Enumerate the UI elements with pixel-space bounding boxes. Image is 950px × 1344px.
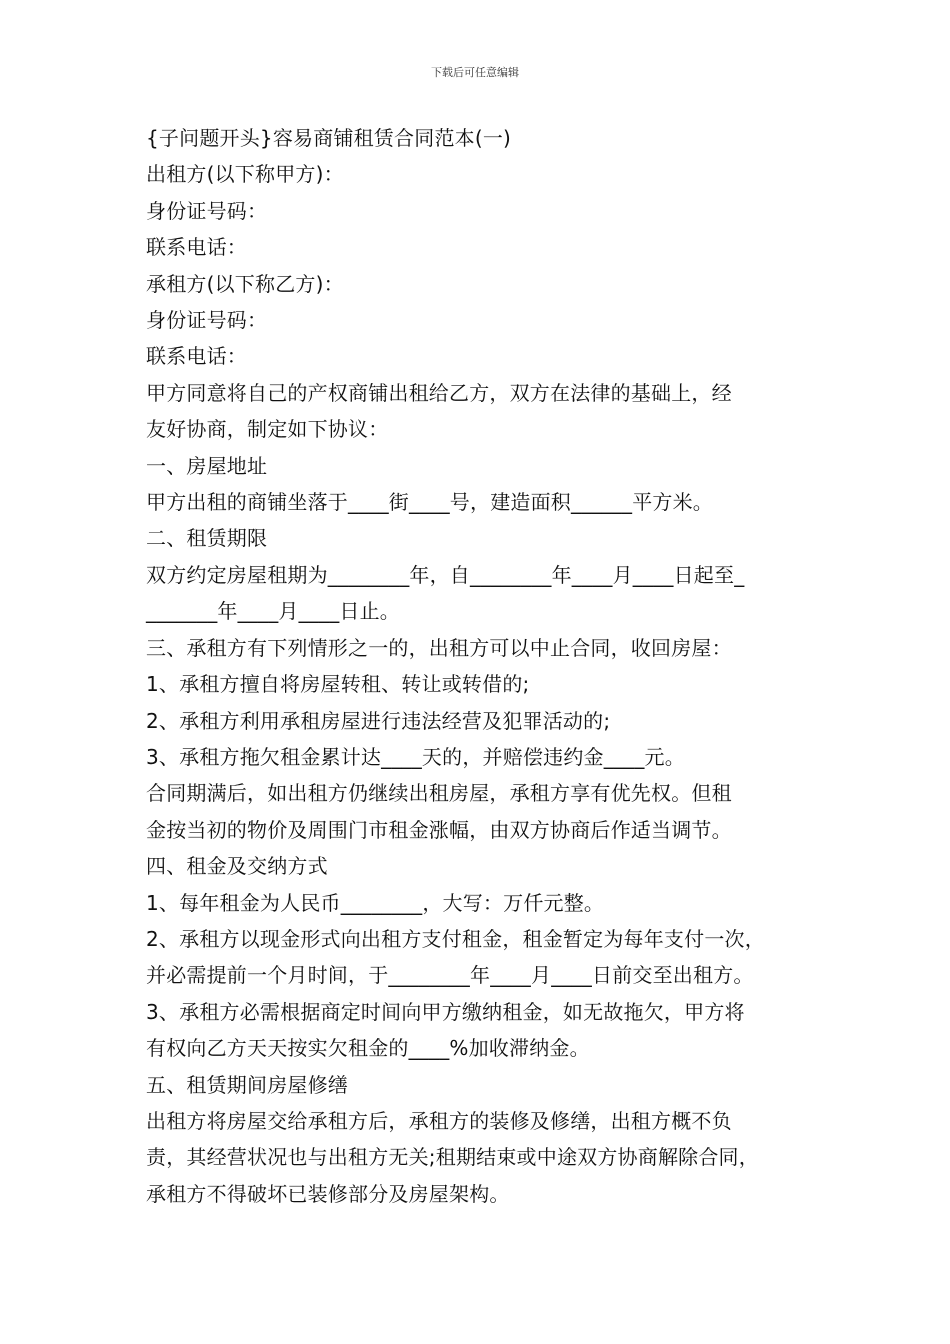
section-3-heading: 三、承租方有下列情形之一的，出租方可以中止合同，收回房屋：	[146, 635, 732, 660]
lessor-id-label: 身份证号码：	[146, 198, 268, 223]
lessee-phone-label: 联系电话：	[146, 344, 247, 369]
lessor-label: 出租方(以下称甲方)：	[146, 162, 344, 187]
section-3-item-1: 1、承租方擅自将房屋转租、转让或转借的;	[146, 672, 530, 697]
lessee-id-label: 身份证号码：	[146, 308, 268, 333]
section-2-text-line-2: _______年____月____日止。	[146, 599, 400, 624]
section-3-item-2: 2、承租方利用承租房屋进行违法经营及犯罪活动的;	[146, 708, 611, 733]
agreement-intro-line-1: 甲方同意将自己的产权商铺出租给乙方，双方在法律的基础上，经	[146, 380, 732, 405]
section-1-heading: 一、房屋地址	[146, 453, 268, 478]
section-3-note-line-1: 合同期满后，如出租方仍继续出租房屋，承租方享有优先权。但租	[146, 781, 732, 806]
section-2-text-line-1: 双方约定房屋租期为________年，自________年____月____日起至_	[146, 562, 745, 587]
section-5-heading: 五、租赁期间房屋修缮	[146, 1072, 348, 1097]
section-2-heading: 二、租赁期限	[146, 526, 268, 551]
section-3-note-line-2: 金按当初的物价及周围门市租金涨幅，由双方协商后作适当调节。	[146, 817, 732, 842]
document-title: {子问题开头}容易商铺租赁合同范本(一)	[146, 126, 512, 150]
section-4-item-2-line-1: 2、承租方以现金形式向出租方支付租金，租金暂定为每年支付一次，	[146, 926, 765, 951]
section-4-item-2-line-2: 并必需提前一个月时间，于________年____月____日前交至出租方。	[146, 963, 754, 988]
lessee-label: 承租方(以下称乙方)：	[146, 271, 344, 296]
agreement-intro-line-2: 友好协商，制定如下协议：	[146, 417, 389, 442]
section-3-item-3: 3、承租方拖欠租金累计达____天的，并赔偿违约金____元。	[146, 744, 685, 769]
section-5-text-line-3: 承租方不得破坏已装修部分及房屋架构。	[146, 1181, 510, 1206]
document-body	[146, 120, 816, 1212]
section-1-text: 甲方出租的商铺坐落于____街____号，建造面积______平方米。	[146, 490, 713, 515]
section-4-item-3-line-1: 3、承租方必需根据商定时间向甲方缴纳租金，如无故拖欠，甲方将	[146, 999, 745, 1024]
section-4-heading: 四、租金及交纳方式	[146, 854, 328, 879]
section-4-item-1: 1、每年租金为人民币________，大写：万仟元整。	[146, 890, 605, 915]
section-5-text-line-2: 责，其经营状况也与出租方无关;租期结束或中途双方协商解除合同，	[146, 1145, 759, 1170]
section-5-text-line-1: 出租方将房屋交给承租方后，承租方的装修及修缮，出租方概不负	[146, 1108, 732, 1133]
page-header-note: 下载后可任意编辑	[431, 66, 519, 79]
lessor-phone-label: 联系电话：	[146, 235, 247, 260]
section-4-item-3-line-2: 有权向乙方天天按实欠租金的____%加收滞纳金。	[146, 1036, 590, 1061]
